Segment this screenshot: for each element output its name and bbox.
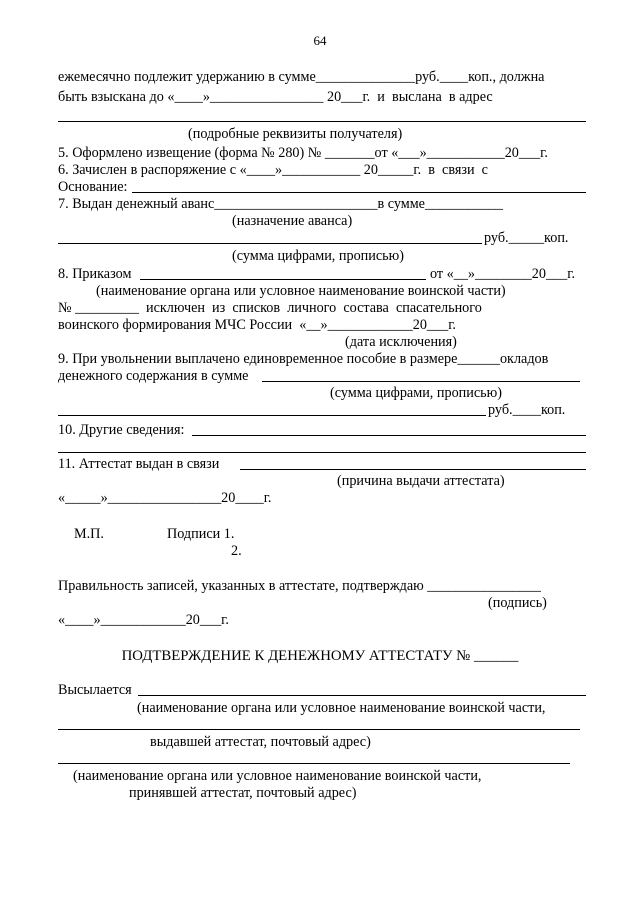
- text-line-16: 11. Аттестат выдан в связи: [58, 456, 220, 472]
- blank-line-order[interactable]: [140, 279, 426, 280]
- confirm-text: Правильность записей, указанных в аттестате, подтверждаю ________________: [58, 578, 541, 594]
- blank-line-advance-sum[interactable]: [58, 243, 482, 244]
- blank-line-receiving[interactable]: [58, 763, 570, 764]
- caption-issuing-address: выдавшей аттестат, почтовый адрес): [150, 734, 371, 750]
- caption-unit-name: (наименование органа или условное наименование воинской части): [96, 283, 506, 299]
- text-line-8-tail: руб._____коп.: [484, 230, 569, 246]
- caption-receiving-unit: (наименование органа или условное наименование воинской части,: [73, 768, 482, 784]
- blank-line-issuing-2[interactable]: [58, 729, 580, 730]
- text-line-1: ежемесячно подлежит удержанию в сумме______________руб.____коп., должна: [58, 69, 545, 85]
- blank-line-sent[interactable]: [138, 695, 586, 696]
- blank-line-other-info-2[interactable]: [58, 452, 586, 453]
- section-title: ПОДТВЕРЖДЕНИЕ К ДЕНЕЖНОМУ АТТЕСТАТУ № ______: [121, 648, 519, 664]
- caption-sum-words-2: (сумма цифрами, прописью): [330, 385, 502, 401]
- caption-signature: (подпись): [488, 595, 547, 611]
- blank-line-recipient[interactable]: [58, 121, 586, 122]
- text-line-13: денежного содержания в сумме: [58, 368, 249, 384]
- blank-line-allowance-rub[interactable]: [58, 415, 486, 416]
- page-number: 64: [313, 33, 327, 48]
- text-line-7: 7. Выдан денежный аванс_______________________в сумме___________: [58, 196, 504, 212]
- blank-line-allowance-sum[interactable]: [262, 381, 580, 382]
- text-line-12: 9. При увольнении выплачено единовременное пособие в размере______окладов: [58, 351, 549, 367]
- text-line-17: «_____»________________20____г.: [58, 490, 272, 506]
- caption-advance: (назначение аванса): [232, 213, 353, 229]
- text-line-2: быть взыскана до «____»________________ 20___г. и выслана в адрес: [58, 89, 493, 105]
- text-line-5: 6. Зачислен в распоряжение с «____»___________ 20_____г. в связи с: [58, 162, 488, 178]
- text-line-14-tail: руб.____коп.: [488, 402, 566, 418]
- text-line-9b: от «__»________20___г.: [430, 266, 576, 282]
- date-line-2: «____»____________20___г.: [58, 612, 229, 628]
- caption-recipient: (подробные реквизиты получателя): [188, 126, 403, 142]
- stamp-place: М.П.: [74, 526, 104, 542]
- signature-2-label: 2.: [231, 543, 242, 559]
- sent-label: Высылается: [58, 682, 132, 698]
- caption-exclusion-date: (дата исключения): [345, 334, 457, 350]
- caption-issuing-unit: (наименование органа или условное наименование воинской части,: [137, 700, 546, 716]
- text-line-10: № _________ исключен из списков личного состава спасательного: [58, 300, 482, 316]
- signatures-label: Подписи 1.: [167, 526, 235, 542]
- blank-line-basis[interactable]: [132, 192, 586, 193]
- text-line-9a: 8. Приказом: [58, 266, 132, 282]
- text-line-15: 10. Другие сведения:: [58, 422, 185, 438]
- caption-receiving-address: принявшей аттестат, почтовый адрес): [129, 785, 357, 801]
- text-line-6: Основание:: [58, 179, 128, 195]
- text-line-4: 5. Оформлено извещение (форма № 280) № _______от «___»___________20___г.: [58, 145, 548, 161]
- caption-sum-words: (сумма цифрами, прописью): [232, 248, 404, 264]
- caption-reason: (причина выдачи аттестата): [337, 473, 505, 489]
- blank-line-reason[interactable]: [240, 469, 586, 470]
- text-line-11: воинского формирования МЧС России «__»____________20___г.: [58, 317, 456, 333]
- blank-line-other-info[interactable]: [192, 435, 586, 436]
